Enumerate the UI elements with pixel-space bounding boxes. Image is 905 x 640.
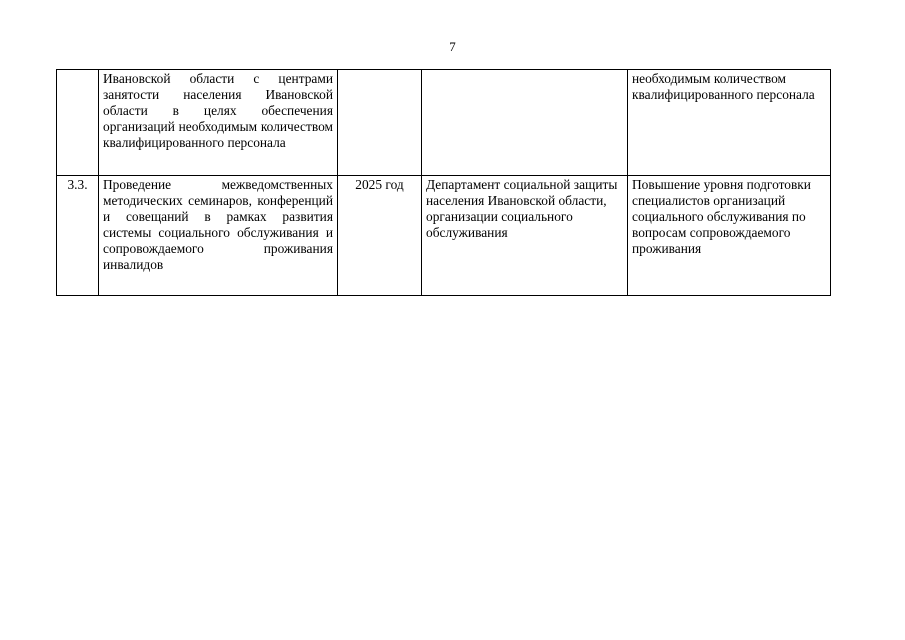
- row-number: [57, 70, 99, 176]
- table-row: [57, 70, 831, 176]
- table-row: [57, 176, 831, 296]
- result-cell: необходимым количеством квалифицированного персонала: [628, 70, 831, 176]
- term-cell: 2025 год: [338, 176, 422, 296]
- responsible-cell: Департамент социальной защиты населения Ивановской области, организации социального обслуживания: [422, 176, 628, 296]
- action-cell: Ивановской области с центрами занятости населения Ивановской области в целях обеспечения организаций необходимым количеством квалифицированного персонала: [99, 70, 338, 176]
- result-cell: Повышение уровня подготовки специалистов организаций социального обслуживания по вопросам сопровождаемого проживания: [628, 176, 831, 296]
- page-number: 7: [449, 39, 456, 54]
- row-number: 3.3.: [57, 176, 99, 296]
- action-cell: Проведение межведомственных методических семинаров, конференций и совещаний в рамках развития системы социального обслуживания и сопровождаемого проживания инвалидов: [99, 176, 338, 296]
- term-cell: [338, 70, 422, 176]
- plan-table: [56, 69, 831, 296]
- responsible-cell: [422, 70, 628, 176]
